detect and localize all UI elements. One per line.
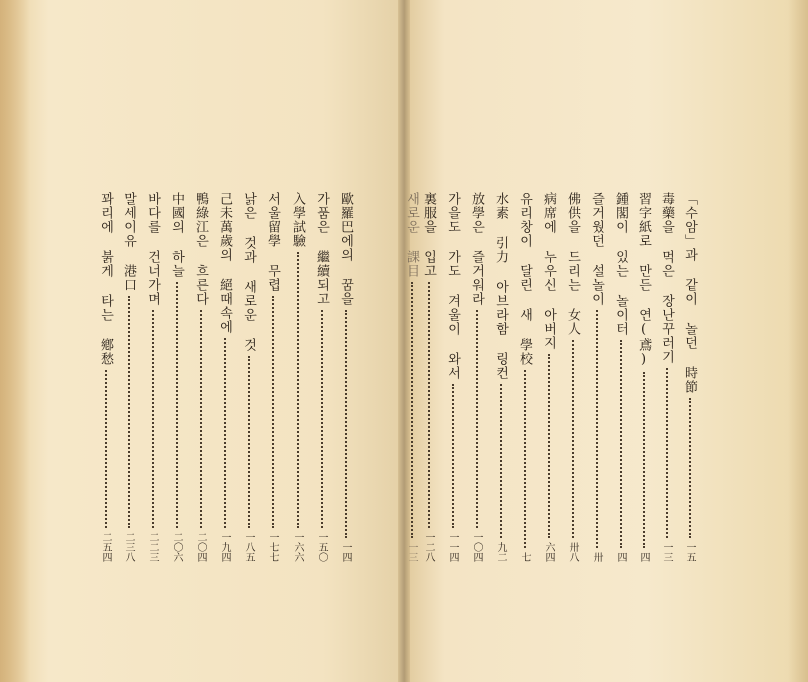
toc-entry-title: 歐羅巴에의 꿈을 — [338, 192, 353, 306]
dot-leader — [321, 310, 323, 528]
toc-entry-page: 一五〇 — [316, 532, 327, 562]
toc-entry-title: 말세이유 港口 — [121, 192, 136, 292]
dot-leader — [476, 310, 478, 528]
dot-leader — [643, 372, 645, 548]
toc-entry — [419, 192, 437, 562]
toc-entry-page: 二〇六 — [171, 532, 182, 562]
toc-entry — [491, 192, 509, 562]
toc-entry-page: 一三 — [661, 542, 672, 562]
toc-entry-title: 鍾閣이 있는 놀이터 — [613, 192, 628, 336]
toc-entry-title: 즐거웠던 설놀이 — [589, 192, 604, 306]
toc-entry-title: 中國의 하늘 — [169, 192, 184, 278]
toc-entry-page: 一三 — [406, 542, 417, 562]
toc-entry — [402, 192, 420, 562]
toc-entry — [119, 192, 137, 562]
toc-entry-title: 낡은 것과 새로운 것 — [241, 192, 256, 352]
toc-entry — [634, 192, 652, 562]
toc-entry-page: 二三八 — [123, 532, 134, 562]
toc-entry — [587, 192, 605, 562]
toc-entry-page: 二二三 — [147, 532, 158, 562]
dot-leader — [428, 282, 430, 528]
dot-leader — [689, 398, 691, 538]
toc-entry — [191, 192, 209, 562]
toc-entry — [563, 192, 581, 562]
dot-leader — [345, 310, 347, 538]
toc-entry-page: 一一四 — [447, 532, 458, 562]
toc-entry — [167, 192, 185, 562]
dot-leader — [152, 310, 154, 528]
toc-entry — [443, 192, 461, 562]
toc-entry — [539, 192, 557, 562]
toc-entry-title: 病席에 누우신 아버지 — [541, 192, 556, 350]
dot-leader — [176, 282, 178, 528]
toc-entry-page: 一九四 — [219, 532, 230, 562]
dot-leader — [666, 368, 668, 538]
toc-entry-title: 裏服을 입고 — [421, 192, 436, 278]
dot-leader — [297, 252, 299, 528]
toc-entry — [288, 192, 306, 562]
dot-leader — [248, 356, 250, 528]
toc-entry-page: 九二 — [495, 542, 506, 562]
dot-leader — [224, 338, 226, 528]
toc-entry-title: 바다를 건너가며 — [145, 192, 160, 306]
toc-entry-title: 서울留學 무렵 — [265, 192, 280, 292]
toc-entry-page: 二五四 — [100, 532, 111, 562]
toc-entry — [680, 192, 698, 562]
toc-entry — [263, 192, 281, 562]
toc-entry-title: 己未萬歲의 絕때속에 — [217, 192, 232, 334]
toc-entry — [336, 192, 354, 562]
toc-entry — [143, 192, 161, 562]
dot-leader — [411, 282, 413, 538]
page-edge-right — [788, 0, 808, 682]
toc-entry-title: 가품은 繼續되고 — [314, 192, 329, 306]
toc-entry-page: 一四 — [340, 542, 351, 562]
toc-entry-page: 一〇四 — [471, 532, 482, 562]
toc-entry-page: 四 — [638, 552, 649, 562]
toc-entry-title: 佛供을 드리는 女人 — [565, 192, 580, 336]
toc-entry-title: 習字紙로 만든 연(鳶) — [636, 192, 651, 368]
toc-entry-page: 一二八 — [423, 532, 434, 562]
toc-entry-page: 卅 — [591, 552, 602, 562]
toc-entry — [312, 192, 330, 562]
dot-leader — [524, 370, 526, 548]
dot-leader — [452, 384, 454, 528]
toc-entry — [467, 192, 485, 562]
dot-leader — [620, 340, 622, 548]
dot-leader — [596, 310, 598, 548]
dot-leader — [128, 296, 130, 528]
toc-entry-title: 水素 引力 아브라함 링컨 — [493, 192, 508, 380]
toc-entry — [239, 192, 257, 562]
toc-entry — [657, 192, 675, 562]
toc-entry — [96, 192, 114, 562]
toc-entry-page: 一六六 — [292, 532, 303, 562]
dot-leader — [105, 370, 107, 528]
toc-entry — [611, 192, 629, 562]
toc-entry — [515, 192, 533, 562]
toc-entry-title: 毒藥을 먹은 장난꾸러기 — [659, 192, 674, 364]
toc-entry — [215, 192, 233, 562]
toc-entry-title: 가을도 가도 겨울이 와서 — [445, 192, 460, 380]
toc-entry-page: 七 — [519, 552, 530, 562]
dot-leader — [272, 296, 274, 528]
right-page — [404, 0, 808, 682]
toc-entry-title: 入學試驗 — [290, 192, 305, 248]
dot-leader — [200, 310, 202, 528]
dot-leader — [572, 340, 574, 538]
dot-leader — [548, 354, 550, 538]
toc-entry-title: 「수암」과 같이 놀던 時節 — [682, 192, 697, 394]
toc-entry-title: 꽈리에 붉게 타는 鄕愁 — [98, 192, 113, 366]
toc-entry-page: 四 — [615, 552, 626, 562]
toc-entry-title: 放學은 즐거워라 — [469, 192, 484, 306]
toc-entry-page: 卅八 — [567, 542, 578, 562]
page-edge-left — [0, 0, 30, 682]
toc-entry-page: 二〇四 — [195, 532, 206, 562]
toc-entry-page: 一七七 — [267, 532, 278, 562]
toc-entry-title: 새로운 課目 — [404, 192, 419, 278]
toc-entry-page: 一五 — [684, 542, 695, 562]
toc-entry-page: 六四 — [543, 542, 554, 562]
dot-leader — [500, 384, 502, 538]
toc-entry-page: 一八五 — [243, 532, 254, 562]
toc-entry-title: 유리창이 달린 새 學校 — [517, 192, 532, 366]
toc-entry-title: 鴨綠江은 흐른다 — [193, 192, 208, 306]
